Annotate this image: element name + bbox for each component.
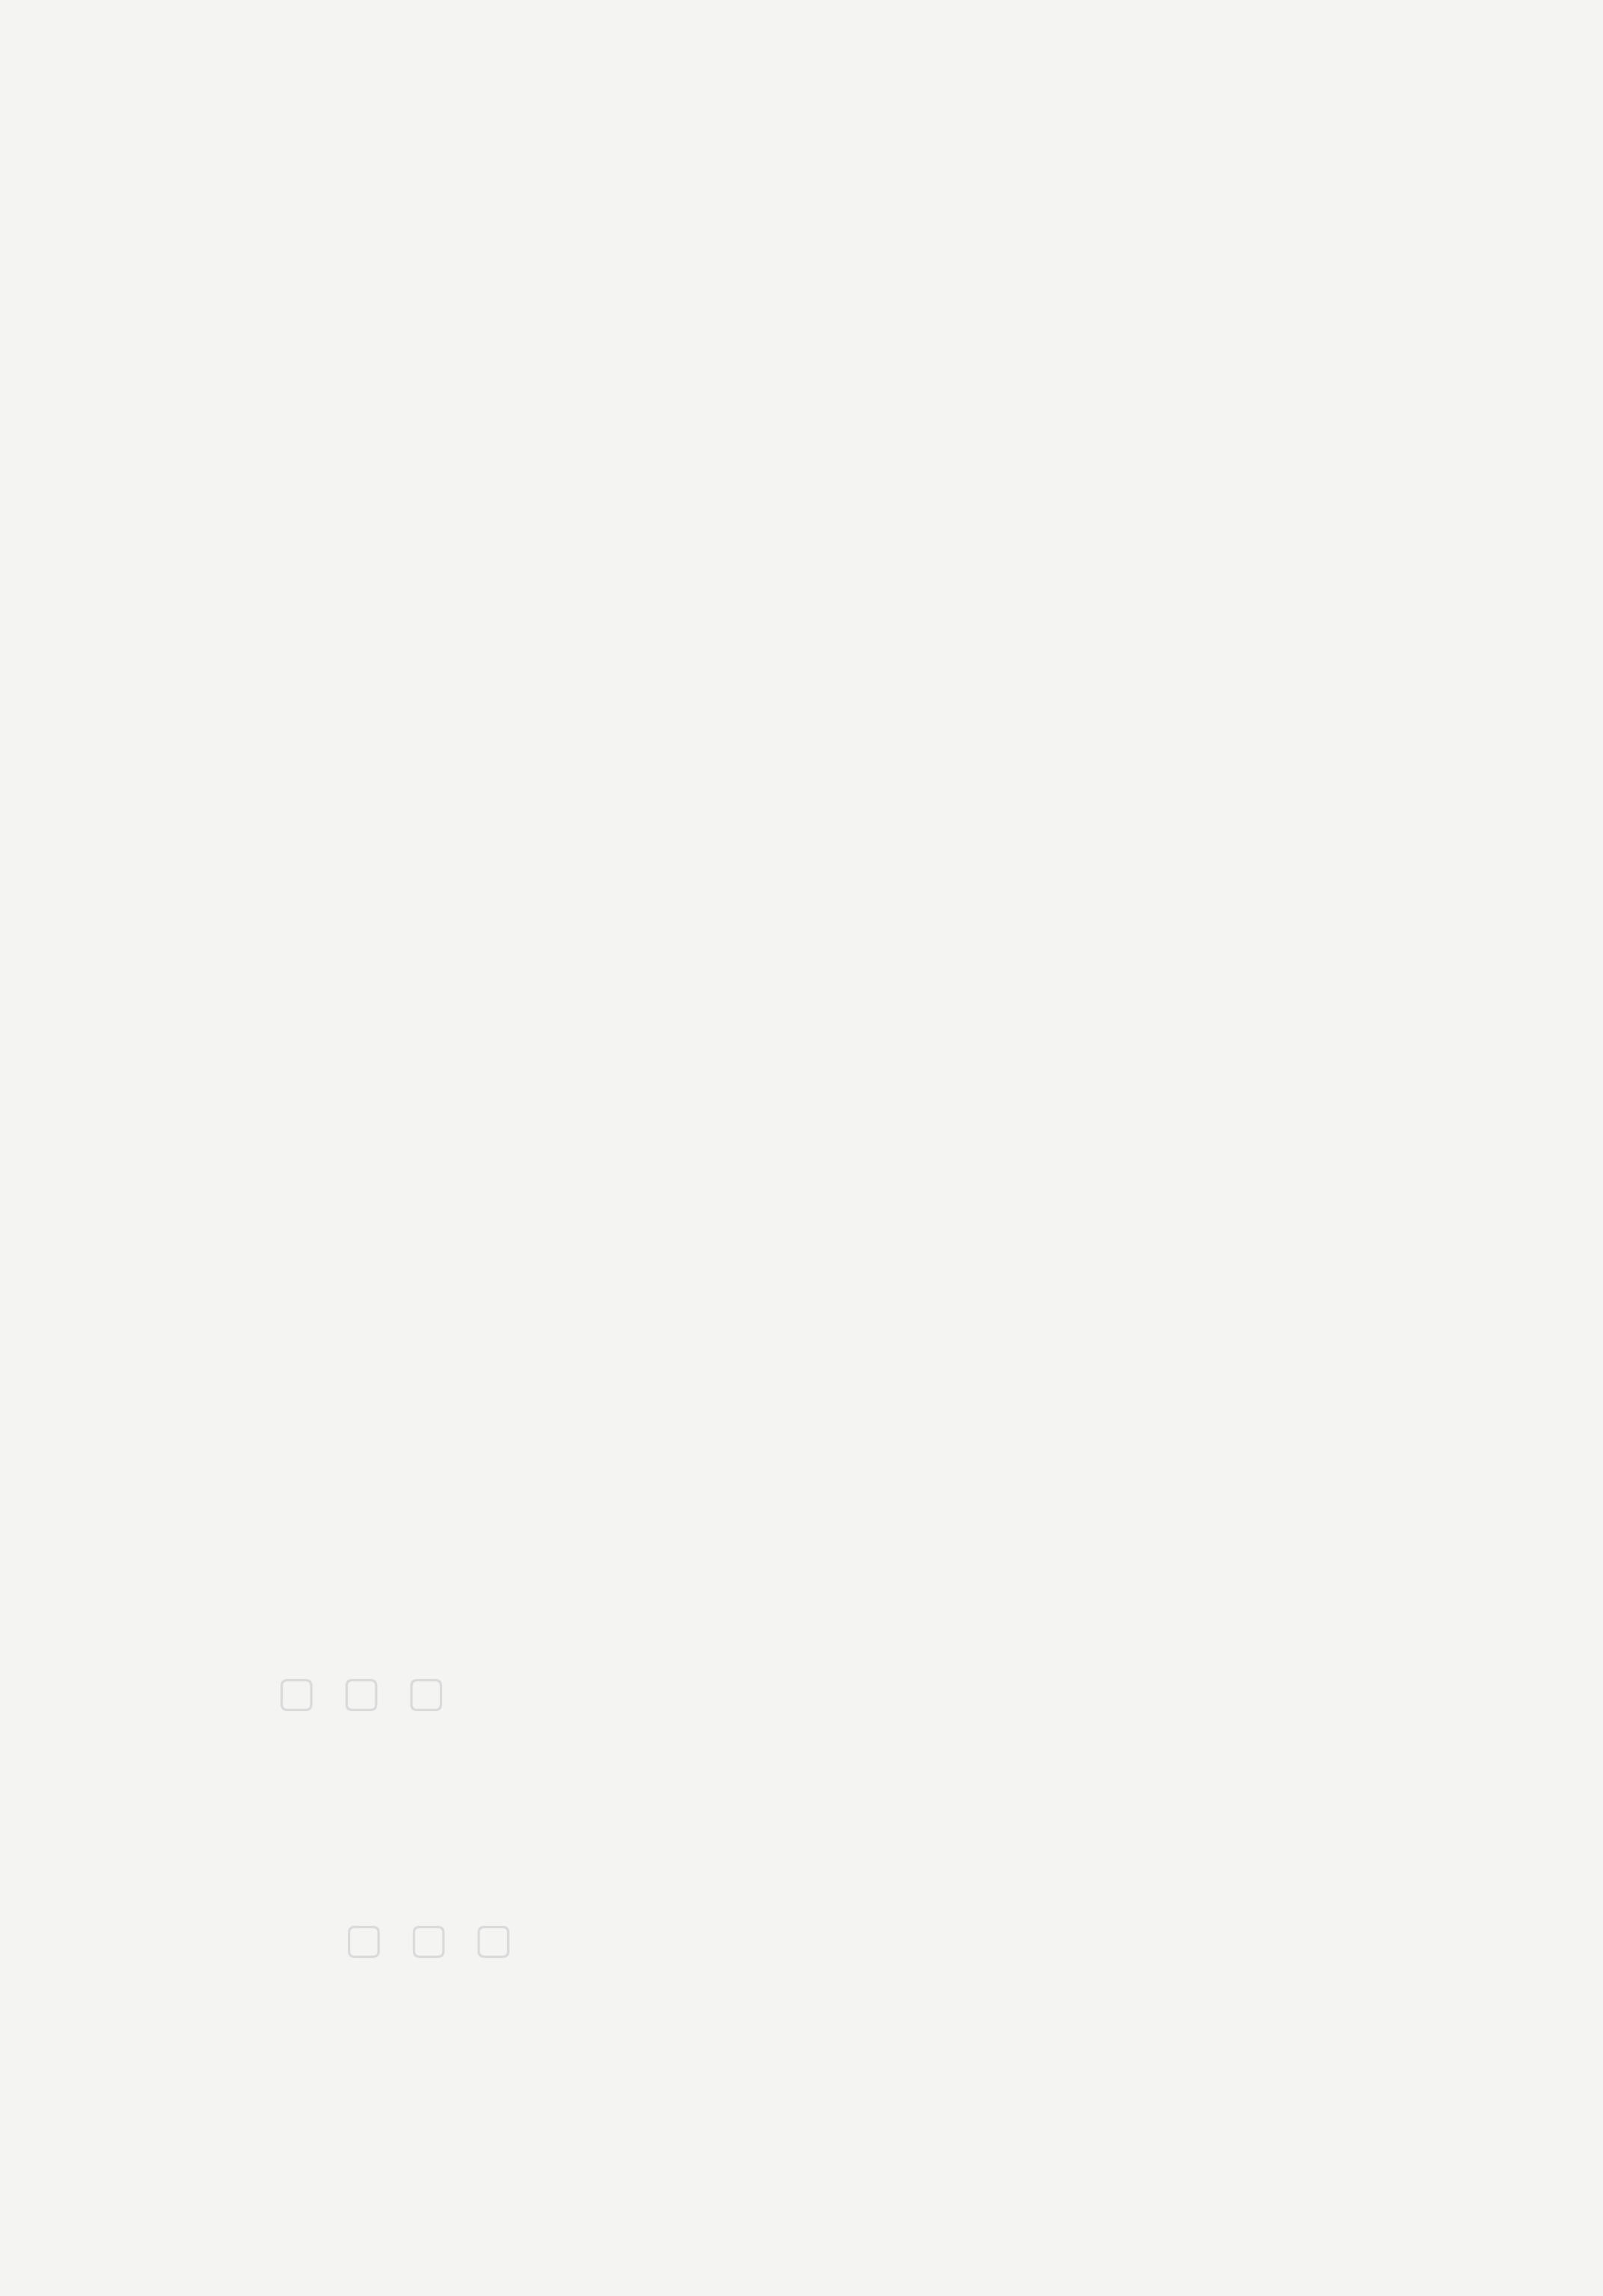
watermark: ▢ ▢ ▢ <box>277 1668 453 1716</box>
watermark: ▢ ▢ ▢ <box>344 1915 520 1963</box>
page-footer <box>0 2217 1603 2252</box>
